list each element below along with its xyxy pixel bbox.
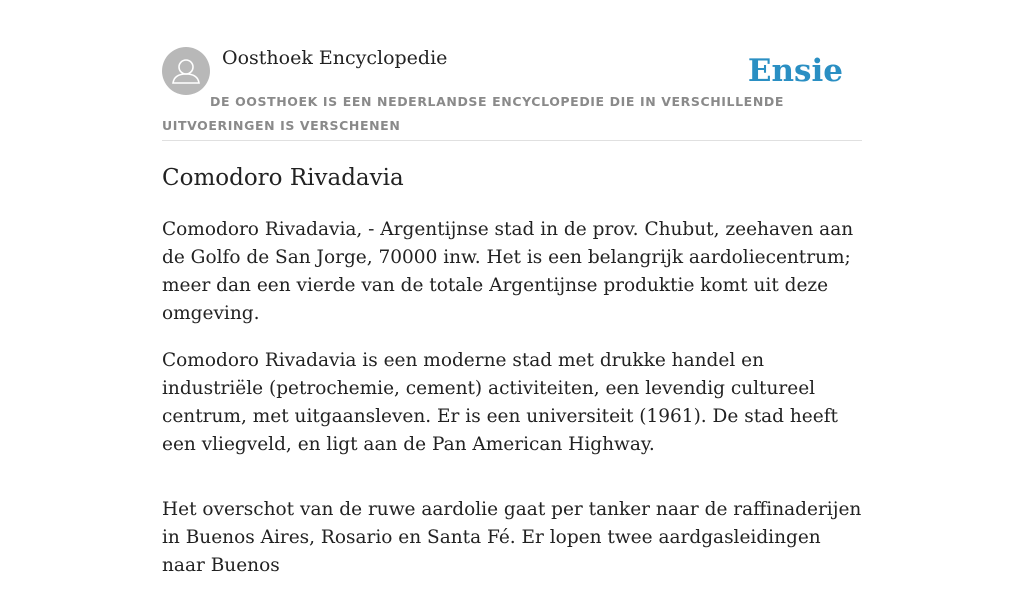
article-paragraph: Het overschot van de ruwe aardolie gaat per tanker naar de raffinaderijen in Buenos Aires, Rosario en Santa Fé. Er lopen twee aardgasleidingen naar Buenos <box>162 499 862 576</box>
page-title: Comodoro Rivadavia <box>162 165 404 191</box>
source-tagline: DE OOSTHOEK IS EEN NEDERLANDSE ENCYCLOPEDIE DIE IN VERSCHILLENDE UITVOERINGEN IS VERSCHENEN <box>162 94 784 133</box>
source-name[interactable]: Oosthoek Encyclopedie <box>222 47 448 69</box>
article-paragraph: Comodoro Rivadavia, - Argentijnse stad in de prov. Chubut, zeehaven aan de Golfo de San Jorge, 70000 inw. Het is een belangrijk aardoliecentrum; meer dan een vierde van de totale Argentijnse produktie komt uit deze omgeving. <box>162 219 854 324</box>
article-body <box>162 216 862 599</box>
user-icon <box>162 47 210 95</box>
article-paragraph: Comodoro Rivadavia is een moderne stad met drukke handel en industriële (petrochemie, cement) activiteiten, een levendig cultureel centrum, met uitgaansleven. Er is een universiteit (1961). De stad heeft een vliegveld, en ligt aan de Pan American Highway. <box>162 350 838 455</box>
header <box>162 40 862 141</box>
brand-logo[interactable]: Ensie <box>747 53 843 89</box>
avatar[interactable] <box>162 47 210 95</box>
